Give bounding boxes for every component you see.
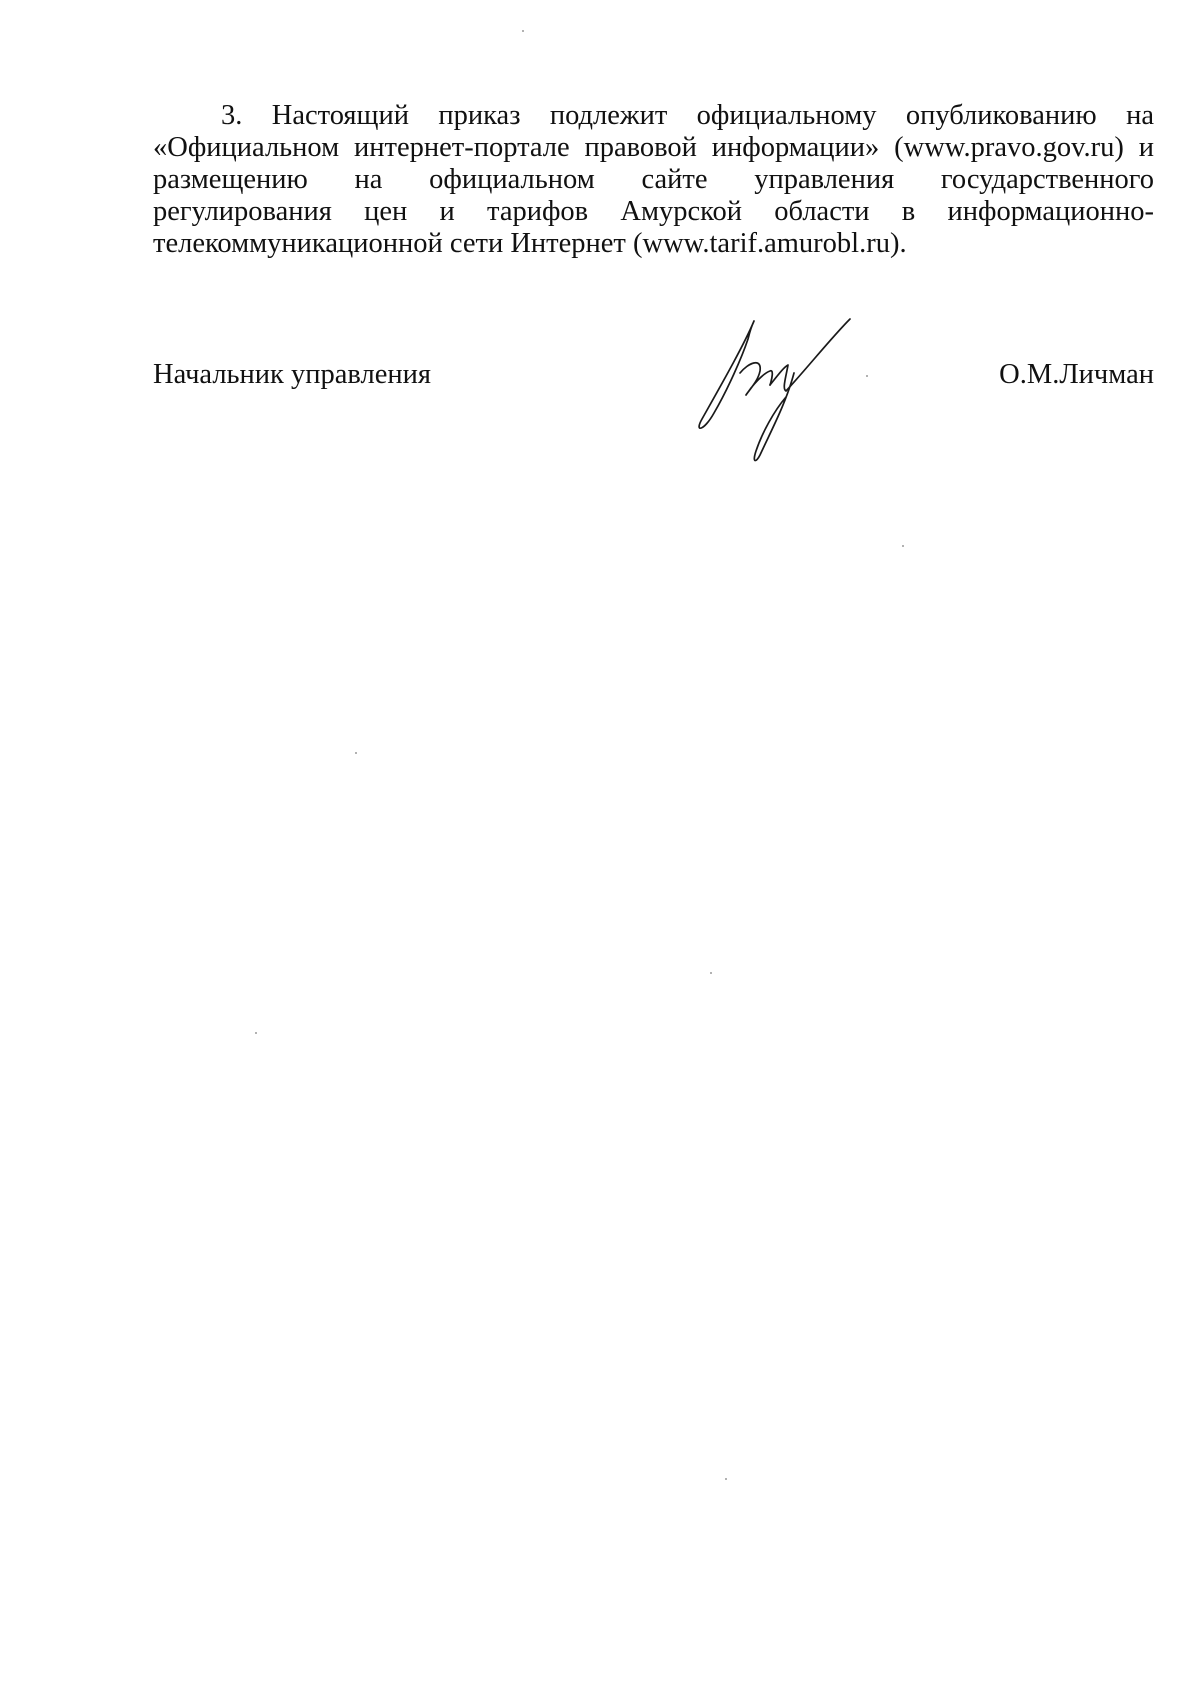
handwritten-signature	[690, 315, 870, 465]
scan-speck	[355, 752, 357, 754]
paragraph-line: «Официальном интернет-портале правовой информации» (www.pravo.gov.ru) и	[153, 132, 1154, 163]
scan-speck	[866, 375, 868, 377]
signatory-title: Начальник управления	[153, 359, 431, 390]
scan-speck	[710, 972, 712, 974]
signature-block	[153, 355, 1154, 395]
scan-speck	[902, 545, 904, 547]
scan-speck	[255, 1032, 257, 1034]
signatory-name: О.М.Личман	[999, 359, 1154, 390]
scan-speck	[725, 1478, 727, 1480]
paragraph-line: 3. Настоящий приказ подлежит официальному опубликованию на	[221, 100, 1154, 131]
clause-3-paragraph	[153, 100, 1154, 260]
scan-speck	[522, 30, 524, 32]
paragraph-line: телекоммуникационной сети Интернет (www.tarif.amurobl.ru).	[153, 228, 907, 259]
paragraph-line: регулирования цен и тарифов Амурской области в информационно-	[153, 196, 1154, 227]
paragraph-line: размещению на официальном сайте управления государственного	[153, 164, 1154, 195]
